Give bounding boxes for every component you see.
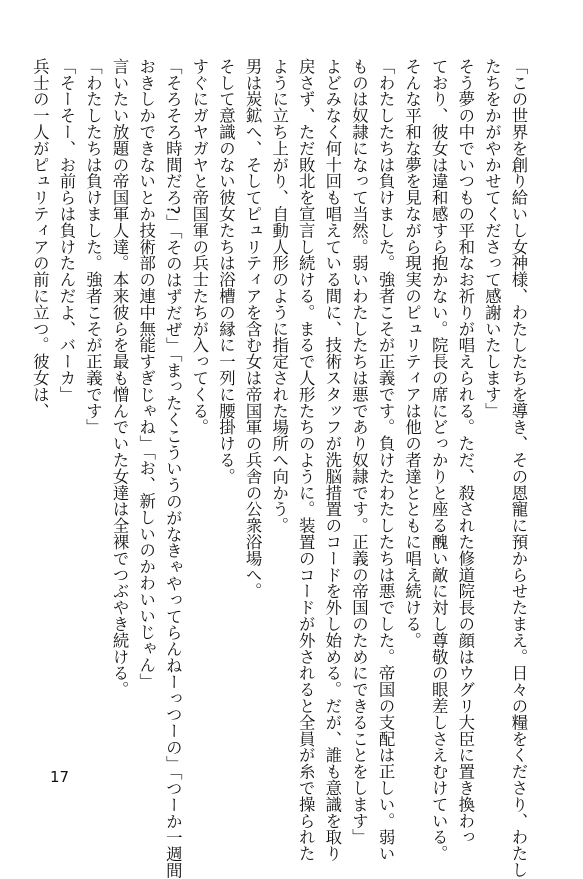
text-line: 「わたしたちは負けました。強者こそが正義です」: [83, 58, 103, 436]
vertical-text-block: [30, 58, 531, 879]
text-line: 「そーそー、お前らは負けたんだよ、バーカ」: [56, 58, 76, 403]
text-line: 戻さず、ただ敗北を宣言し続ける。まるで人形たちのように。装置のコードが外されると全員が糸で操られた: [296, 58, 316, 862]
text-line: 言いたい放題の帝国軍人達。本来彼らを最も憎んでいた女達は全裸でつぶやき続ける。: [110, 58, 130, 698]
text-line: 「この世界を創り給いし女神様、わたしたちを導き、その恩寵に預からせたまえ。日々の糧をくださり、わたし: [509, 58, 528, 878]
text-line: 「わたしたちは負けました。強者こそが正義です。負けたわたしたちは悪でした。帝国の支配は正しい。弱い: [376, 58, 396, 862]
text-line: おきしかできないとか技術部の連中無能すぎじゃね」「お、新しいのかわいいじゃん」: [136, 58, 156, 690]
text-line: 「そろそろ時間だろ?」「そのはずだぜ」「まったくこういうのがなきゃやってらんねーっつーの」「つーか一週間: [163, 58, 183, 879]
text-line: ており、彼女は違和感すら抱かない。院長の席にどっかりと座る醜い敵に対し尊敬の眼差しさえむけている。: [429, 58, 449, 862]
text-line: 男は炭鉱へ、そしてピュリティアを含む女は帝国軍の兵舎の公衆浴場へ。: [243, 58, 263, 600]
text-line: ものは奴隷になって当然。弱いわたしたちは悪であり奴隷です。正義の帝国のためにできることをします」: [349, 58, 369, 846]
text-line: よどみなく何十回も唱えている間に、技術スタッフが洗脳措置のコードを外し始める。だが、誰も意識を取り: [322, 58, 342, 862]
text-line: 兵士の一人がピュリティアの前に立つ。彼女は、: [30, 58, 50, 419]
text-line: たちをかがやかせてくださって感謝いたします」: [482, 58, 502, 419]
text-line: そんな平和な夢を見ながら現実のピュリティアは他の者達とともに唱え続ける。: [402, 58, 422, 649]
text-line: すぐにガヤガヤと帝国軍の兵士たちが入ってくる。: [189, 58, 209, 436]
text-line: そう夢の中でいつもの平和なお祈りが唱えられる。ただ、殺された修道院長の顔はウグリ大臣に置き換わっ: [455, 58, 475, 846]
text-line: ように立ち上がり、自動人形のように指定された場所へ向かう。: [269, 58, 289, 534]
text-line: そして意識のない彼女たちは浴槽の縁に一列に腰掛ける。: [216, 58, 236, 485]
page-number: 17: [50, 768, 70, 786]
